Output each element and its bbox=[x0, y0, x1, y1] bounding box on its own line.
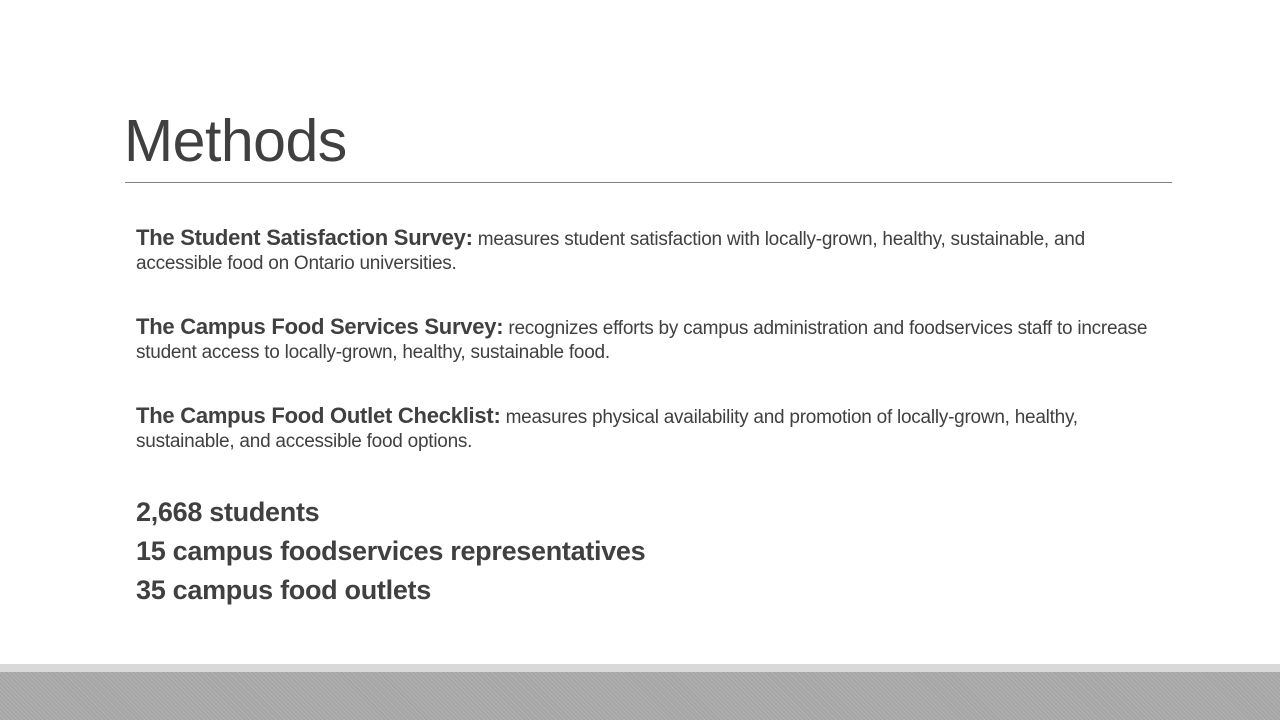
method-item-text: measures physical availability and promotion of locally-grown, healthy, sustainable, and accessible food options. bbox=[136, 407, 1078, 452]
footer-accent-strip bbox=[0, 664, 1280, 672]
method-item-lead: The Student Satisfaction Survey: bbox=[136, 225, 473, 250]
footer-bar bbox=[0, 672, 1280, 720]
slide-content bbox=[136, 226, 1176, 610]
slide-title: Methods bbox=[124, 108, 347, 174]
method-item-lead: The Campus Food Services Survey: bbox=[136, 314, 504, 339]
method-item-student-survey bbox=[136, 226, 1176, 276]
stat-foodservices-representatives: 15 campus foodservices representatives bbox=[136, 536, 646, 566]
method-item-text: recognizes efforts by campus administration and foodservices staff to increase student access to locally-grown, healthy, sustainable food. bbox=[136, 318, 1148, 363]
title-divider bbox=[125, 182, 1172, 183]
method-item-food-services-survey bbox=[136, 315, 1176, 365]
method-item-outlet-checklist bbox=[136, 404, 1176, 454]
sample-stats bbox=[136, 493, 1176, 610]
method-item-lead: The Campus Food Outlet Checklist: bbox=[136, 403, 501, 428]
method-item-text: measures student satisfaction with locally-grown, healthy, sustainable, and accessible food on Ontario universities. bbox=[136, 229, 1085, 274]
stat-food-outlets: 35 campus food outlets bbox=[136, 575, 431, 605]
stat-students: 2,668 students bbox=[136, 497, 320, 527]
